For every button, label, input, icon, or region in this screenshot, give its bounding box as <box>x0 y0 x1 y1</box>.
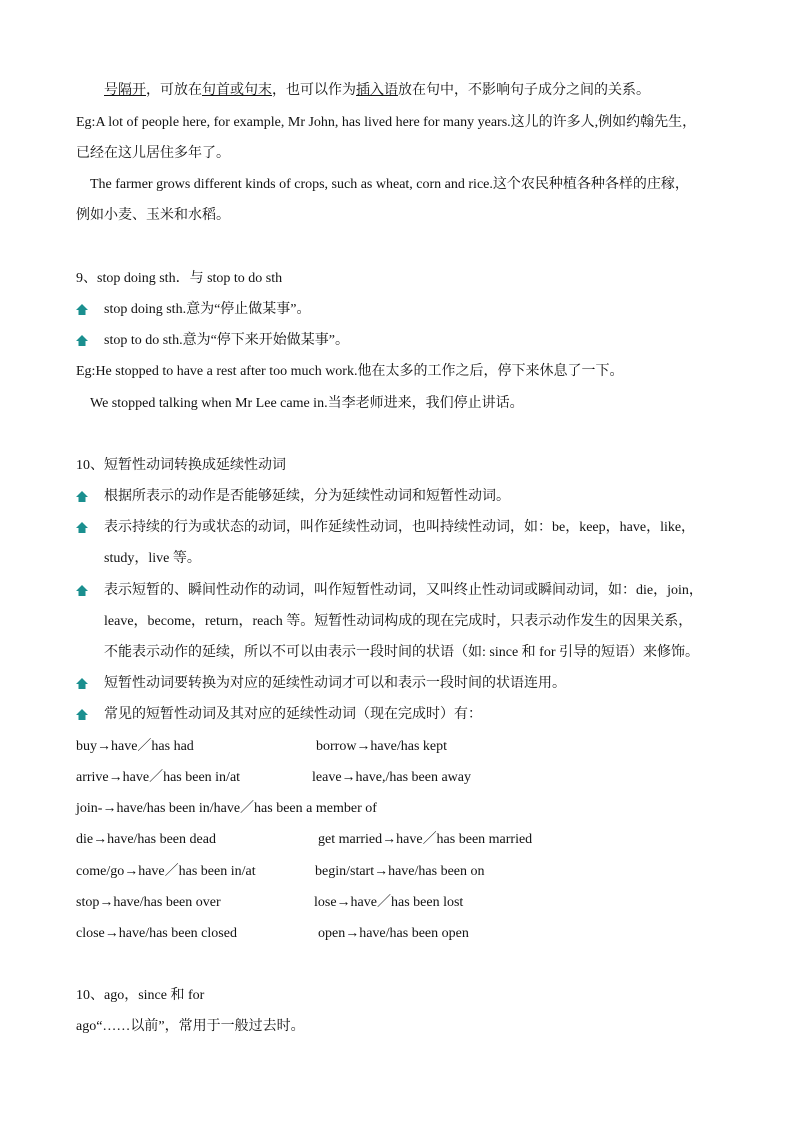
verb-pair-right: borrow→have/has kept <box>316 739 448 754</box>
example-sentence: Eg:A lot of people here, for example, Mr John, has lived here for many years.这儿的许多人,例如约翰先生， <box>76 115 697 130</box>
bullet-text: 根据所表示的动作是否能够延续，分为延续性动词和短暂性动词。 <box>104 489 510 504</box>
underlined-term: 插入语 <box>356 83 398 98</box>
home-bullet-icon <box>75 708 89 722</box>
section-10-title: 10、短暂性动词转换成延续性动词 <box>76 458 286 473</box>
verb-pair-left: close→have/has been closed <box>76 926 237 941</box>
bullet-text-cont: study，live 等。 <box>104 551 201 566</box>
example-translation: 例如小麦、玉米和水稻。 <box>76 208 230 223</box>
example-sentence: Eg:He stopped to have a rest after too much work.他在太多的工作之后，停下来休息了一下。 <box>76 364 624 379</box>
home-bullet-icon <box>75 334 89 348</box>
text-run: ，可放在 <box>146 83 202 98</box>
text-run: 放在句中，不影响句子成分之间的关系。 <box>398 83 650 98</box>
verb-pair-left: buy→have／has had <box>76 739 194 754</box>
verb-pair-right: leave→have,/has been away <box>312 770 471 785</box>
underlined-term: 号隔开 <box>104 83 146 98</box>
bullet-text: 常见的短暂性动词及其对应的延续性动词（现在完成时）有： <box>104 707 482 722</box>
section-9-title: 9、stop doing sth．与 stop to do sth <box>76 271 283 286</box>
bullet-text: stop to do sth.意为“停下来开始做某事”。 <box>104 333 349 348</box>
home-bullet-icon <box>75 521 89 535</box>
bullet-text-cont: leave，become，return，reach 等。短暂性动词构成的现在完成时，只表示动作发生的因果关系， <box>104 614 693 629</box>
verb-pair-row <box>76 798 734 820</box>
verb-pair-row <box>76 767 734 789</box>
bullet-text: 表示持续的行为或状态的动词，叫作延续性动词，也叫持续性动词，如：be，keep，have，like， <box>104 520 696 535</box>
example-translation: 已经在这儿居住多年了。 <box>76 146 230 161</box>
verb-pair-row <box>76 829 734 851</box>
home-bullet-icon <box>75 677 89 691</box>
verb-pair-left: join-→have/has been in/have／has been a member of <box>76 801 377 816</box>
example-sentence: We stopped talking when Mr Lee came in.当李老师进来，我们停止讲话。 <box>90 396 524 411</box>
verb-pair-right: lose→have／has been lost <box>314 895 464 910</box>
verb-pair-left: stop→have/has been over <box>76 895 221 910</box>
verb-pair-row <box>76 861 734 883</box>
section-ago-title: 10、ago，since 和 for <box>76 988 205 1003</box>
verb-pair-left: come/go→have／has been in/at <box>76 864 256 879</box>
section-ago-text: ago“……以前”，常用于一般过去时。 <box>76 1019 305 1034</box>
verb-pair-right: open→have/has been open <box>318 926 469 941</box>
home-bullet-icon <box>75 303 89 317</box>
verb-pair-row <box>76 736 734 758</box>
text-run: ，也可以作为 <box>272 83 356 98</box>
underlined-term: 句首或句末 <box>202 83 272 98</box>
home-bullet-icon <box>75 584 89 598</box>
verb-pair-row <box>76 923 734 945</box>
intro-paragraph <box>104 80 734 102</box>
home-bullet-icon <box>75 490 89 504</box>
bullet-text: stop doing sth.意为“停止做某事”。 <box>104 302 311 317</box>
bullet-text: 短暂性动词要转换为对应的延续性动词才可以和表示一段时间的状语连用。 <box>104 676 566 691</box>
verb-pair-right: begin/start→have/has been on <box>315 864 485 879</box>
verb-pair-left: die→have/has been dead <box>76 832 216 847</box>
example-sentence: The farmer grows different kinds of crops, such as wheat, corn and rice.这个农民种植各种各样的庄稼， <box>90 177 689 192</box>
bullet-text-cont: 不能表示动作的延续，所以不可以由表示一段时间的状语（如: since 和 for 引导的短语）来修饰。 <box>104 645 699 660</box>
verb-pair-left: arrive→have／has been in/at <box>76 770 241 785</box>
verb-pair-row <box>76 892 734 914</box>
bullet-text: 表示短暂的、瞬间性动作的动词，叫作短暂性动词，又叫终止性动词或瞬间动词，如：die，join， <box>104 583 703 598</box>
verb-pair-right: get married→have／has been married <box>318 832 533 847</box>
